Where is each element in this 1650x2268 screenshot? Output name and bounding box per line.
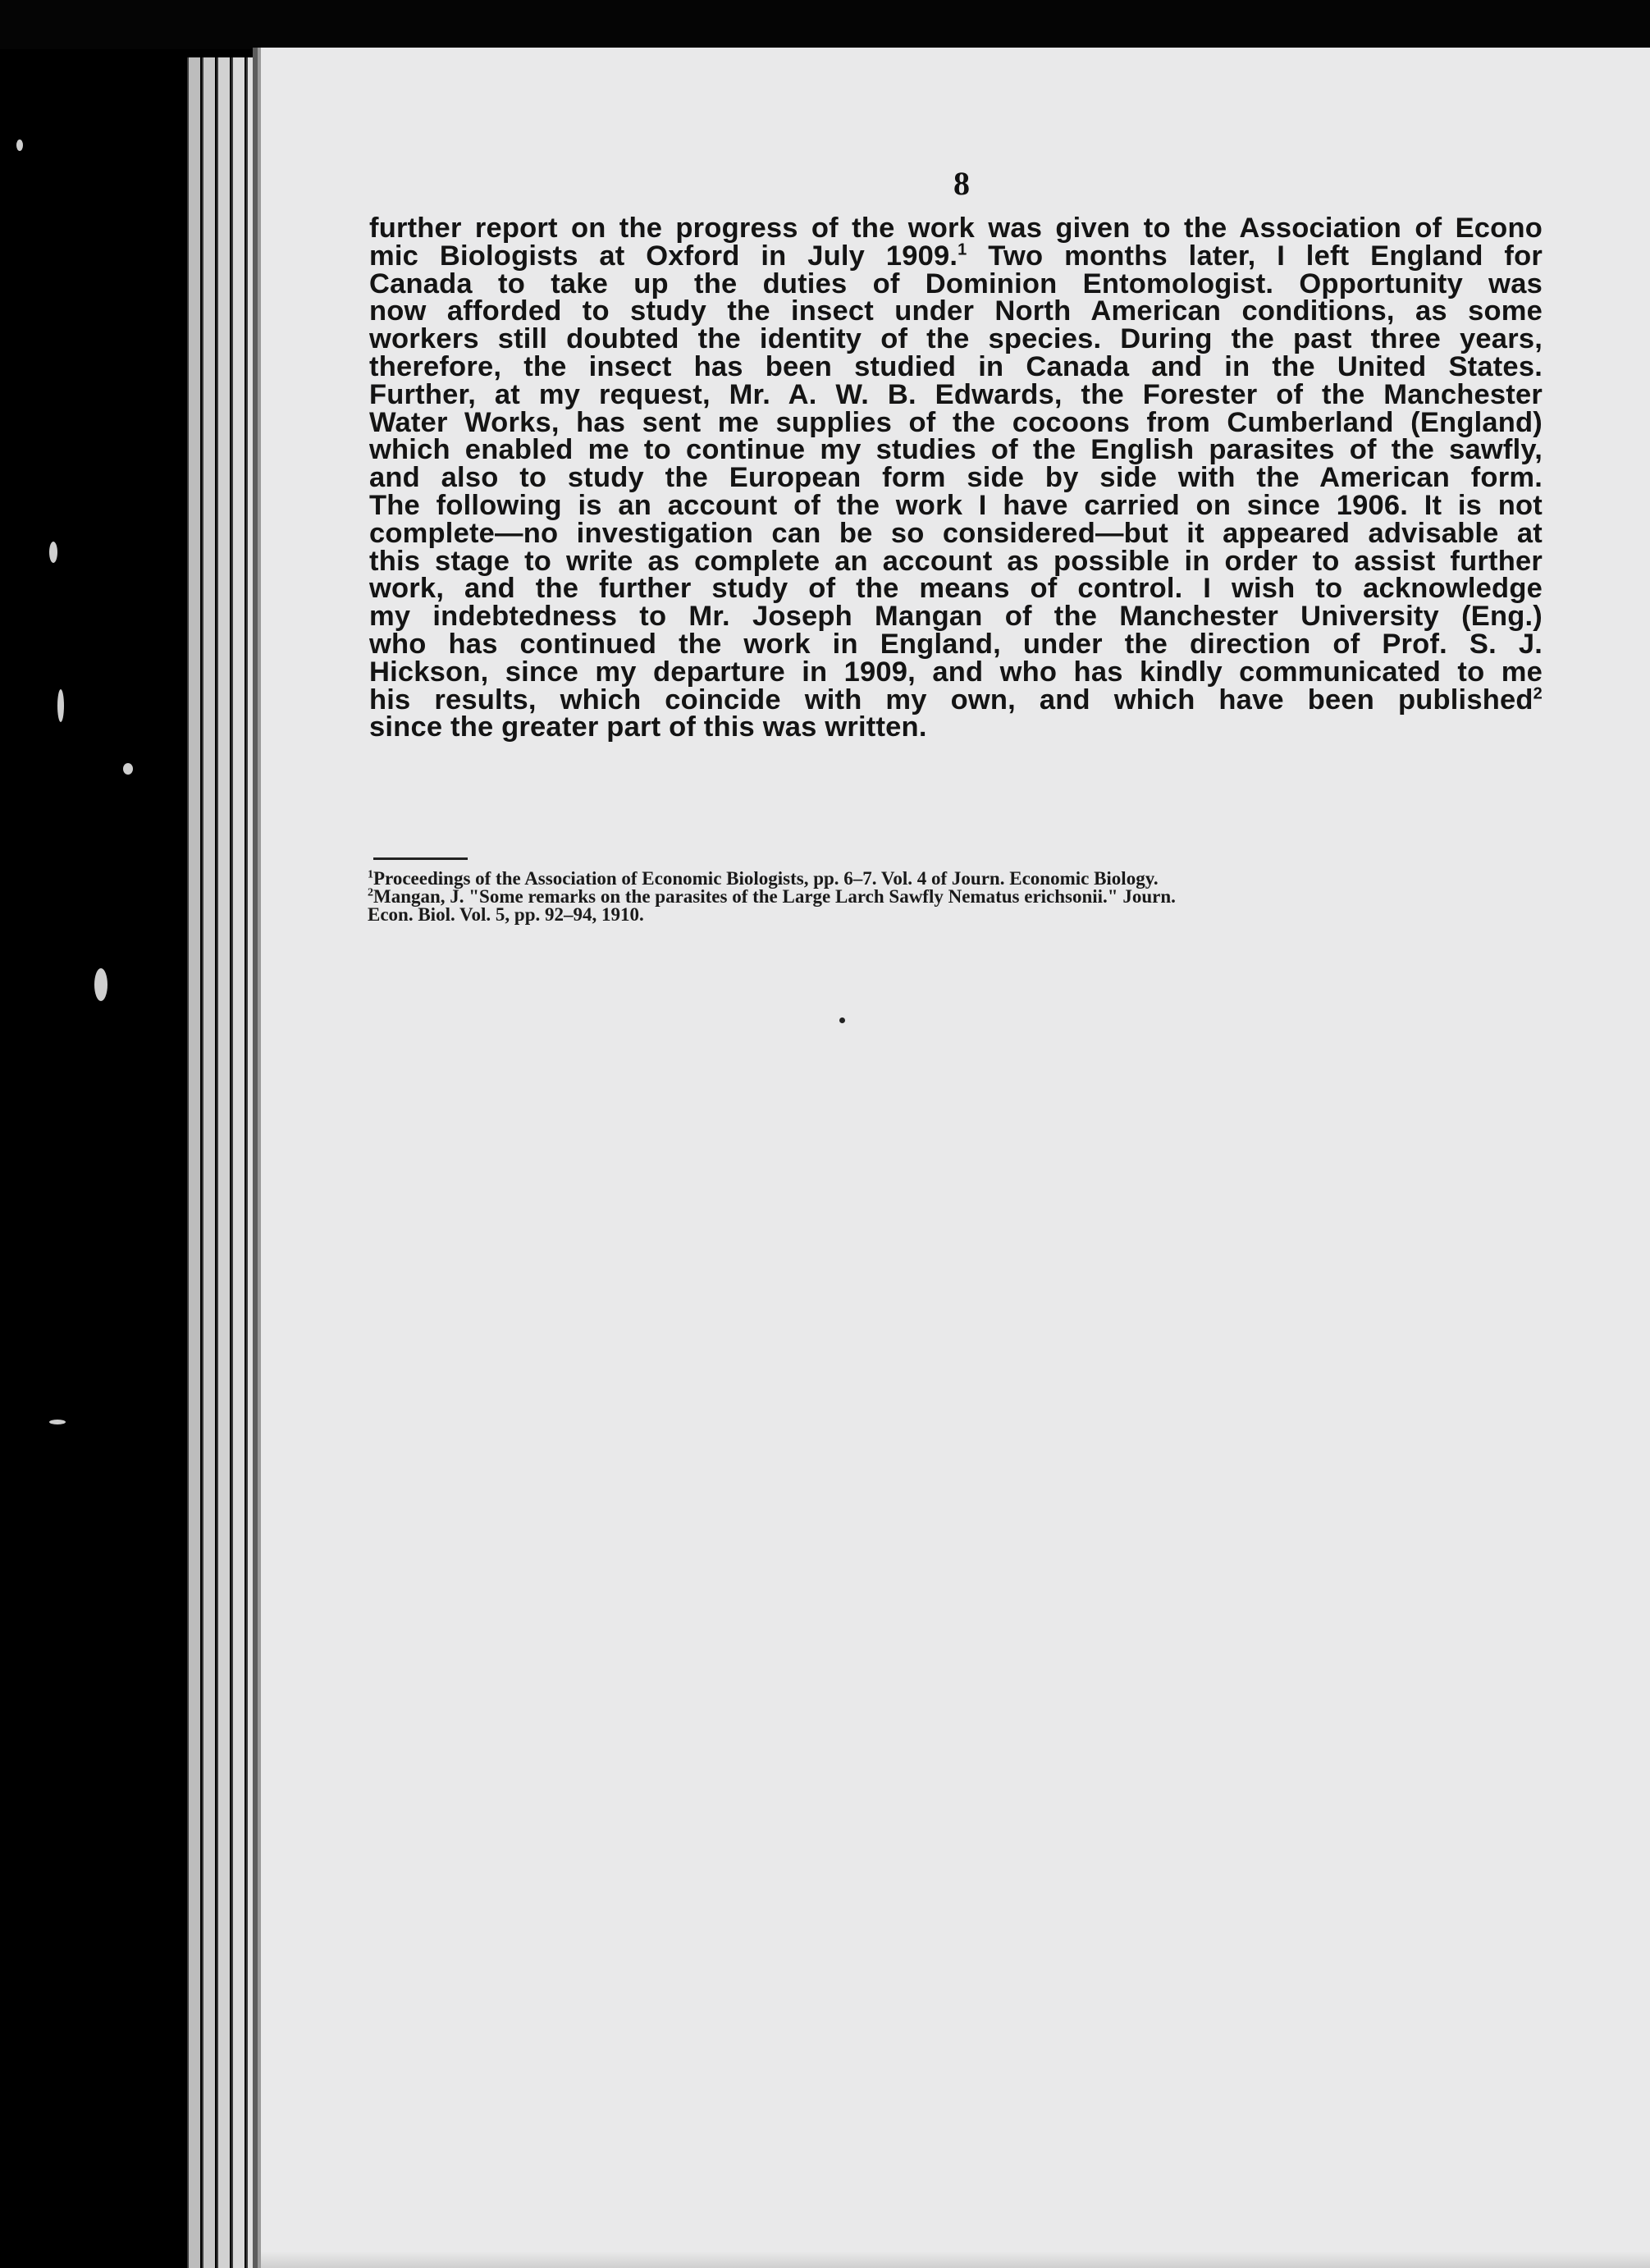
body-line: The following is an account of the work I have carried on since 1906. It is not [369,489,1543,521]
body-line: complete—no investigation can be so considered—but it appeared advisable at [369,517,1543,549]
footnote-marker: 1 [368,868,373,881]
body-line: Canada to take up the duties of Dominion Entomologist. Opportunity was [369,267,1543,300]
page-edge [246,57,259,2268]
body-line: since the greater part of this was written. [369,711,927,743]
page-bottom-shadow [261,2252,1650,2268]
body-line: my indebtedness to Mr. Joseph Mangan of the Manchester University (Eng.) [369,601,1543,633]
footnote-marker: 2 [368,886,373,899]
body-line: further report on the progress of the work was given to the Association of Econo [369,213,1543,244]
page-number: 8 [953,165,970,202]
gutter-speck [123,763,133,775]
body-line: which enabled me to continue my studies of the English parasites of the sawfly, [369,434,1543,466]
gutter-speck [16,139,23,151]
body-line: work, and the further study of the means of control. I wish to acknowledge [369,573,1543,605]
body-line: therefore, the insect has been studied in Canada and in the United States. [369,350,1543,382]
footnote-text: Mangan, J. "Some remarks on the parasites of the Large Larch Sawfly Nematus erichsonii." Journ. [373,886,1176,907]
gutter-speck [94,968,107,1001]
ink-dot [839,1017,845,1023]
body-line-text: Two months later, I left England for [967,240,1543,272]
footnote-marker: 1 [958,240,967,259]
body-line: Water Works, has sent me supplies of the cocoons from Cumberland (England) [369,406,1543,438]
footnote [368,906,1549,924]
page-edge [217,57,230,2268]
page-edge [187,57,200,2268]
body-line: who has continued the work in England, under the direction of Prof. S. J. [369,628,1543,660]
body-line: now afforded to study the insect under North American conditions, as some [369,295,1543,327]
page-edge [231,57,245,2268]
body-line: and also to study the European form side by side with the American form. [369,462,1543,494]
body-line [369,240,1543,272]
footnote [368,870,1549,888]
footnotes [368,870,1549,924]
gutter-speck [49,1420,66,1424]
body-line: workers still doubted the identity of the species. During the past three years, [369,323,1543,355]
body-line [369,684,1543,716]
page-edge [202,57,215,2268]
body-line-text: his results, which coincide with my own, and which have been published [369,684,1533,716]
footnote-marker: 2 [1533,684,1543,703]
footnote [368,888,1549,906]
gutter-speck [49,542,57,563]
body-line: this stage to write as complete an account as possible in order to assist further [369,545,1543,577]
footnote-rule [373,857,468,860]
footnote-text: Proceedings of the Association of Economic Biologists, pp. 6–7. Vol. 4 of Journ. Economic Biology. [373,868,1159,889]
body-paragraph [369,215,1543,742]
body-line-text: mic Biologists at Oxford in July 1909. [369,240,958,272]
body-line: Hickson, since my departure in 1909, and who has kindly communicated to me [369,656,1543,688]
footnote-text: Econ. Biol. Vol. 5, pp. 92–94, 1910. [368,904,644,925]
gutter-speck [57,689,64,722]
top-dark-border [0,0,1650,49]
body-line: Further, at my request, Mr. A. W. B. Edwards, the Forester of the Manchester [369,378,1543,410]
